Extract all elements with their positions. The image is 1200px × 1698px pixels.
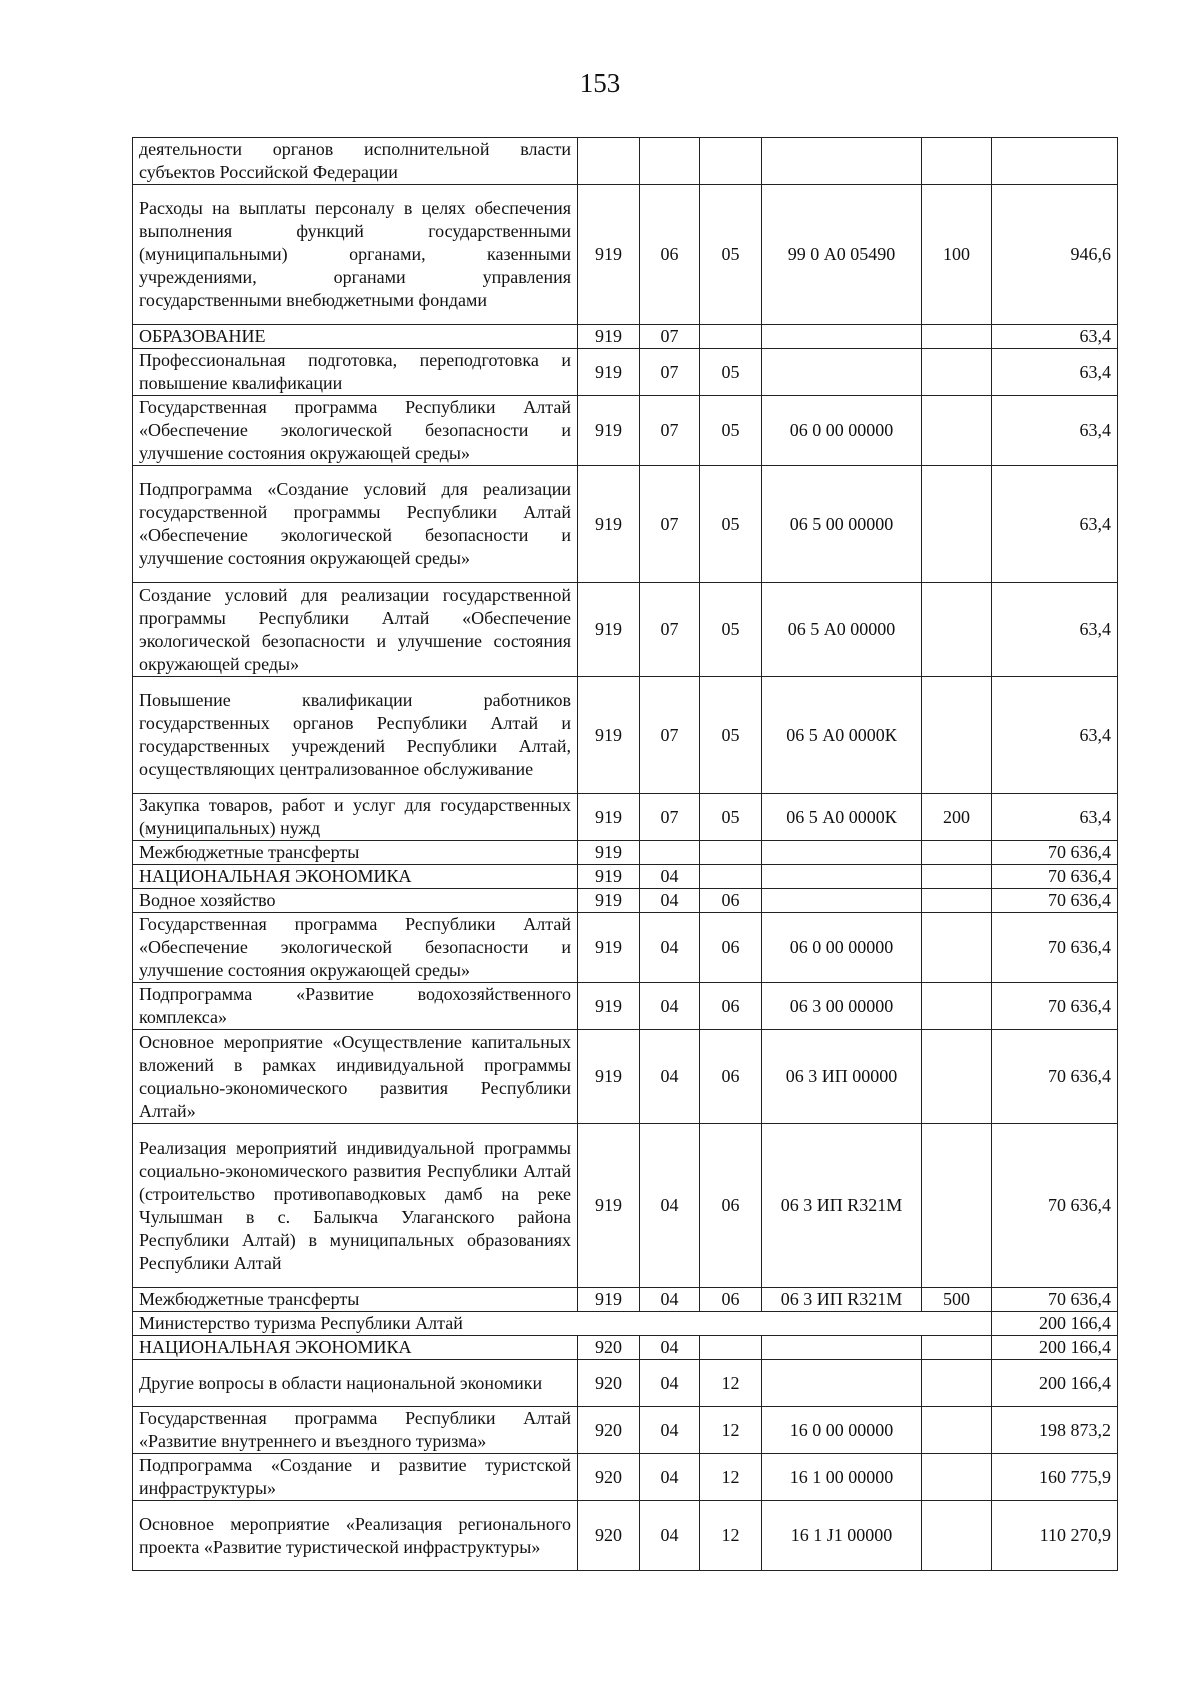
row-pr: 12 (700, 1407, 762, 1454)
row-vr: 500 (922, 1288, 992, 1312)
row-gr: 919 (578, 794, 640, 841)
row-rz: 04 (640, 1124, 700, 1288)
row-rz: 07 (640, 677, 700, 794)
row-pr: 05 (700, 349, 762, 396)
row-sum: 198 873,2 (992, 1407, 1118, 1454)
row-gr: 919 (578, 865, 640, 889)
row-sum: 63,4 (992, 677, 1118, 794)
table-row (133, 1407, 1118, 1454)
row-name: Государственная программа Республики Алтай «Обеспечение экологической безопасности и улучшение состояния окружающей среды» (133, 913, 578, 983)
row-pr: 05 (700, 466, 762, 583)
row-name: НАЦИОНАЛЬНАЯ ЭКОНОМИКА (133, 865, 578, 889)
row-name: Другие вопросы в области национальной экономики (133, 1360, 578, 1407)
row-csr (762, 349, 922, 396)
row-pr (700, 841, 762, 865)
row-pr: 06 (700, 889, 762, 913)
row-rz: 04 (640, 1030, 700, 1124)
row-sum: 70 636,4 (992, 889, 1118, 913)
row-vr (922, 913, 992, 983)
row-vr (922, 1454, 992, 1501)
row-sum: 63,4 (992, 794, 1118, 841)
row-gr: 919 (578, 185, 640, 325)
row-gr: 919 (578, 841, 640, 865)
row-csr: 06 5 А0 0000К (762, 677, 922, 794)
row-vr (922, 983, 992, 1030)
table-row (133, 1360, 1118, 1407)
row-rz: 07 (640, 794, 700, 841)
row-sum: 63,4 (992, 325, 1118, 349)
row-rz: 04 (640, 983, 700, 1030)
row-pr (700, 325, 762, 349)
row-sum: 70 636,4 (992, 1124, 1118, 1288)
row-name: Профессиональная подготовка, переподготовка и повышение квалификации (133, 349, 578, 396)
row-name: Министерство туризма Республики Алтай (133, 1312, 992, 1336)
row-vr (922, 1336, 992, 1360)
row-name: Расходы на выплаты персоналу в целях обеспечения выполнения функций государственными (муниципальными) органами, казенными учреждениями, органами управления государственными внебюджетными фондами (133, 185, 578, 325)
row-pr: 05 (700, 794, 762, 841)
row-csr: 06 3 ИП R321М (762, 1124, 922, 1288)
row-gr: 919 (578, 583, 640, 677)
row-csr: 06 5 00 00000 (762, 466, 922, 583)
row-vr (922, 841, 992, 865)
row-rz: 07 (640, 325, 700, 349)
table-row (133, 794, 1118, 841)
row-csr: 99 0 А0 05490 (762, 185, 922, 325)
row-gr: 919 (578, 913, 640, 983)
row-csr: 06 3 00 00000 (762, 983, 922, 1030)
row-name: Межбюджетные трансферты (133, 841, 578, 865)
row-sum: 70 636,4 (992, 1030, 1118, 1124)
row-pr (700, 138, 762, 185)
row-sum: 63,4 (992, 466, 1118, 583)
table-row (133, 913, 1118, 983)
row-rz: 04 (640, 889, 700, 913)
row-gr (578, 138, 640, 185)
row-vr (922, 138, 992, 185)
row-name: Государственная программа Республики Алтай «Развитие внутреннего и въездного туризма» (133, 1407, 578, 1454)
table-row (133, 889, 1118, 913)
row-sum: 200 166,4 (992, 1336, 1118, 1360)
row-pr: 05 (700, 396, 762, 466)
table-row (133, 1030, 1118, 1124)
row-vr (922, 396, 992, 466)
table-row (133, 841, 1118, 865)
row-vr (922, 325, 992, 349)
row-pr: 05 (700, 583, 762, 677)
row-pr: 06 (700, 913, 762, 983)
row-csr: 06 3 ИП R321М (762, 1288, 922, 1312)
table-row (133, 1454, 1118, 1501)
row-gr: 919 (578, 466, 640, 583)
row-name: Основное мероприятие «Осуществление капитальных вложений в рамках индивидуальной программы социально-экономического развития Республики Алтай» (133, 1030, 578, 1124)
row-name: НАЦИОНАЛЬНАЯ ЭКОНОМИКА (133, 1336, 578, 1360)
row-name: деятельности органов исполнительной власти субъектов Российской Федерации (133, 138, 578, 185)
row-vr (922, 889, 992, 913)
row-name: Создание условий для реализации государственной программы Республики Алтай «Обеспечение экологической безопасности и улучшение состояния окружающей среды» (133, 583, 578, 677)
table-row (133, 325, 1118, 349)
row-sum: 946,6 (992, 185, 1118, 325)
row-csr (762, 138, 922, 185)
row-vr (922, 1030, 992, 1124)
row-pr (700, 1336, 762, 1360)
row-name: Водное хозяйство (133, 889, 578, 913)
table-row (133, 349, 1118, 396)
row-csr (762, 889, 922, 913)
row-vr (922, 1360, 992, 1407)
row-gr: 919 (578, 396, 640, 466)
row-rz: 04 (640, 913, 700, 983)
page-number: 153 (579, 68, 621, 98)
table-row (133, 466, 1118, 583)
row-rz: 04 (640, 1360, 700, 1407)
row-sum: 70 636,4 (992, 841, 1118, 865)
row-csr: 06 5 А0 00000 (762, 583, 922, 677)
row-rz: 07 (640, 349, 700, 396)
row-sum: 63,4 (992, 583, 1118, 677)
row-sum: 70 636,4 (992, 1288, 1118, 1312)
table-row (133, 1124, 1118, 1288)
row-rz: 04 (640, 1336, 700, 1360)
row-pr: 05 (700, 185, 762, 325)
table-row (133, 865, 1118, 889)
row-pr: 06 (700, 1030, 762, 1124)
row-sum: 70 636,4 (992, 983, 1118, 1030)
row-csr (762, 325, 922, 349)
row-pr: 05 (700, 677, 762, 794)
row-name: Подпрограмма «Создание условий для реализации государственной программы Республики Алтай «Обеспечение экологической безопасности и улучшение состояния окружающей среды» (133, 466, 578, 583)
row-vr (922, 1124, 992, 1288)
row-rz: 04 (640, 1288, 700, 1312)
row-pr: 06 (700, 983, 762, 1030)
row-csr: 06 3 ИП 00000 (762, 1030, 922, 1124)
row-sum: 63,4 (992, 396, 1118, 466)
row-gr: 919 (578, 1124, 640, 1288)
row-name: Реализация мероприятий индивидуальной программы социально-экономического развития Республики Алтай (строительство противопаводковых дамб на реке Чулышман в с. Балыкча Улаганского района Республики Алтай) в муниципальных образованиях Республики Алтай (133, 1124, 578, 1288)
row-sum: 70 636,4 (992, 913, 1118, 983)
row-gr: 920 (578, 1360, 640, 1407)
row-vr (922, 677, 992, 794)
table-row (133, 1501, 1118, 1571)
row-csr: 16 1 00 00000 (762, 1454, 922, 1501)
row-rz: 06 (640, 185, 700, 325)
row-csr: 16 1 J1 00000 (762, 1501, 922, 1571)
table-row (133, 185, 1118, 325)
row-gr: 919 (578, 325, 640, 349)
row-vr (922, 466, 992, 583)
table-row (133, 583, 1118, 677)
row-gr: 920 (578, 1336, 640, 1360)
row-csr: 06 5 А0 0000К (762, 794, 922, 841)
row-csr (762, 1360, 922, 1407)
row-pr: 06 (700, 1124, 762, 1288)
row-vr (922, 865, 992, 889)
row-name: Повышение квалификации работников государственных органов Республики Алтай и государственных учреждений Республики Алтай, осуществляющих централизованное обслуживание (133, 677, 578, 794)
row-rz: 04 (640, 865, 700, 889)
row-csr: 06 0 00 00000 (762, 913, 922, 983)
row-sum: 70 636,4 (992, 865, 1118, 889)
row-sum: 160 775,9 (992, 1454, 1118, 1501)
row-csr (762, 1336, 922, 1360)
row-rz: 04 (640, 1454, 700, 1501)
row-vr: 100 (922, 185, 992, 325)
row-gr: 919 (578, 889, 640, 913)
table-row (133, 1288, 1118, 1312)
row-rz: 04 (640, 1407, 700, 1454)
row-gr: 919 (578, 983, 640, 1030)
row-vr: 200 (922, 794, 992, 841)
row-csr (762, 841, 922, 865)
row-rz (640, 138, 700, 185)
row-csr: 16 0 00 00000 (762, 1407, 922, 1454)
row-name: Государственная программа Республики Алтай «Обеспечение экологической безопасности и улучшение состояния окружающей среды» (133, 396, 578, 466)
row-pr: 12 (700, 1360, 762, 1407)
row-name: Подпрограмма «Развитие водохозяйственного комплекса» (133, 983, 578, 1030)
row-gr: 920 (578, 1501, 640, 1571)
row-rz: 07 (640, 466, 700, 583)
row-sum (992, 138, 1118, 185)
row-csr (762, 865, 922, 889)
budget-table (132, 137, 1118, 1571)
row-pr: 06 (700, 1288, 762, 1312)
row-csr: 06 0 00 00000 (762, 396, 922, 466)
row-gr: 920 (578, 1407, 640, 1454)
table-row (133, 138, 1118, 185)
row-rz: 07 (640, 396, 700, 466)
row-name: Основное мероприятие «Реализация регионального проекта «Развитие туристической инфраструктуры» (133, 1501, 578, 1571)
row-name: Закупка товаров, работ и услуг для государственных (муниципальных) нужд (133, 794, 578, 841)
table-row (133, 1336, 1118, 1360)
row-pr: 12 (700, 1454, 762, 1501)
row-vr (922, 583, 992, 677)
row-sum: 110 270,9 (992, 1501, 1118, 1571)
row-sum: 63,4 (992, 349, 1118, 396)
row-rz: 07 (640, 583, 700, 677)
row-name: Подпрограмма «Создание и развитие туристской инфраструктуры» (133, 1454, 578, 1501)
table-row (133, 983, 1118, 1030)
row-gr: 920 (578, 1454, 640, 1501)
row-pr: 12 (700, 1501, 762, 1571)
row-name: ОБРАЗОВАНИЕ (133, 325, 578, 349)
row-vr (922, 349, 992, 396)
row-pr (700, 865, 762, 889)
row-sum: 200 166,4 (992, 1312, 1118, 1336)
row-sum: 200 166,4 (992, 1360, 1118, 1407)
row-gr: 919 (578, 1288, 640, 1312)
row-gr: 919 (578, 349, 640, 396)
row-vr (922, 1501, 992, 1571)
row-vr (922, 1407, 992, 1454)
table-row (133, 396, 1118, 466)
row-rz (640, 841, 700, 865)
row-gr: 919 (578, 1030, 640, 1124)
row-name: Межбюджетные трансферты (133, 1288, 578, 1312)
row-rz: 04 (640, 1501, 700, 1571)
table-row (133, 677, 1118, 794)
row-gr: 919 (578, 677, 640, 794)
table-row (133, 1312, 1118, 1336)
